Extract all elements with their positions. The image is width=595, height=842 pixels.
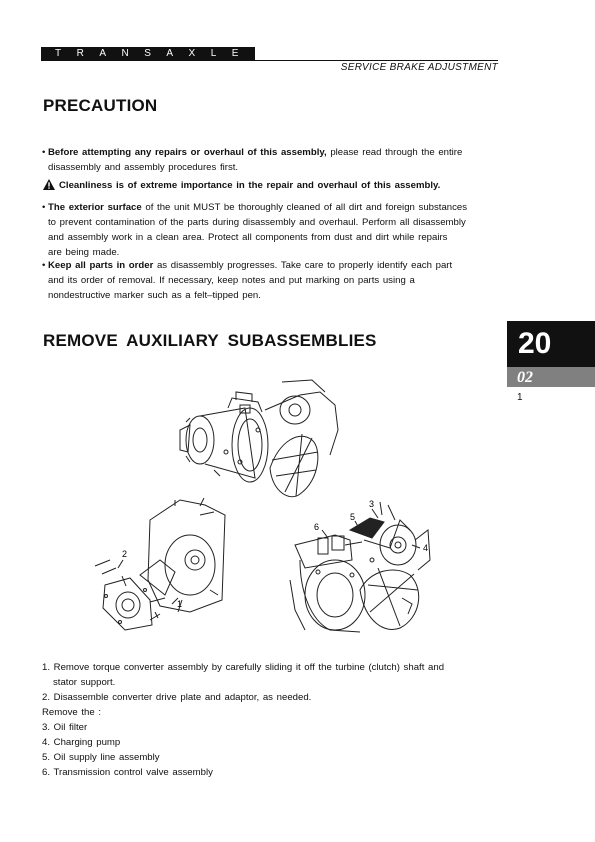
- item3-bold: Keep all parts in order: [48, 260, 154, 271]
- step-1-line2: stator support.: [53, 677, 116, 688]
- bottom-left-drawing: [95, 498, 225, 630]
- section-tab: 02: [507, 367, 595, 387]
- item1-bold: Before attempting any repairs or overhaul of this assembly,: [48, 147, 327, 158]
- step-5: 5. Oil supply line assembly: [42, 752, 160, 763]
- step-6: 6. Transmission control valve assembly: [42, 767, 213, 778]
- item2-line4: are being made.: [48, 247, 120, 258]
- item2-line2: to prevent contamination of the parts during disassembly and overhaul. Perform all disassembly: [48, 217, 466, 228]
- item2-bold: The exterior surface: [48, 202, 142, 213]
- step-4: 4. Charging pump: [42, 737, 121, 748]
- chapter-tab: 20: [507, 321, 595, 367]
- callout-1: 1: [177, 599, 183, 609]
- item1-text: please read through the entire: [326, 147, 463, 158]
- section-header: TRANSAXLE: [41, 47, 255, 61]
- callout-2: 2: [122, 549, 128, 559]
- warning-text: Cleanliness is of extreme importance in the repair and overhaul of this assembly.: [59, 180, 441, 191]
- step-1-line1: 1. Remove torque converter assembly by carefully sliding it off the turbine (clutch) shaft and: [42, 662, 445, 673]
- callout-4: 4: [423, 543, 429, 553]
- precaution-item-3: • Keep all parts in order as disassembly progresses. Take care to properly identify each part and its order of removal. If necessary, keep notes and put marking on parts using a nondestructive marker such as a felt–tipped pen.: [42, 258, 497, 303]
- precaution-item-1: • Before attempting any repairs or overhaul of this assembly, please read through the entire disassembly and assembly procedures first.: [42, 145, 497, 175]
- step-3: 3. Oil filter: [42, 722, 88, 733]
- item2-text: of the unit MUST be thoroughly cleaned of all dirt and foreign substances: [141, 202, 468, 213]
- callout-5: 5: [350, 512, 356, 522]
- page-number: 1: [517, 392, 523, 403]
- item3-line2: and its order of removal. If necessary, keep notes and put marking on parts using a: [48, 275, 415, 286]
- item3-line3: nondestructive marker such as a felt–tipped pen.: [48, 290, 261, 301]
- steps-list: [42, 660, 497, 780]
- precaution-title: PRECAUTION: [43, 96, 158, 115]
- item2-line3: and assembly work in a clean area. Protect all components from dust and dirt while repairs: [48, 232, 448, 243]
- callout-6: 6: [314, 522, 320, 532]
- item1-line2: disassembly and assembly procedures first.: [48, 162, 239, 173]
- precaution-item-2: • The exterior surface of the unit MUST be thoroughly cleaned of all dirt and foreign substances to prevent contamination of the parts during disassembly and overhaul. Perform all disassembly and assembly work in a clean area. Protect all components from dust and dirt while repairs are being made.: [42, 200, 497, 260]
- bottom-right-drawing: [290, 502, 430, 632]
- remove-title: REMOVE AUXILIARY SUBASSEMBLIES: [43, 331, 377, 350]
- step-2: 2. Disassemble converter drive plate and adaptor, as needed.: [42, 692, 312, 703]
- callout-3: 3: [369, 499, 375, 509]
- remove-the-label: Remove the :: [42, 707, 102, 718]
- header-subtitle: SERVICE BRAKE ADJUSTMENT: [340, 62, 498, 73]
- item3-text: as disassembly progresses. Take care to properly identify each part: [153, 260, 453, 271]
- top-assembly-drawing: [180, 380, 338, 497]
